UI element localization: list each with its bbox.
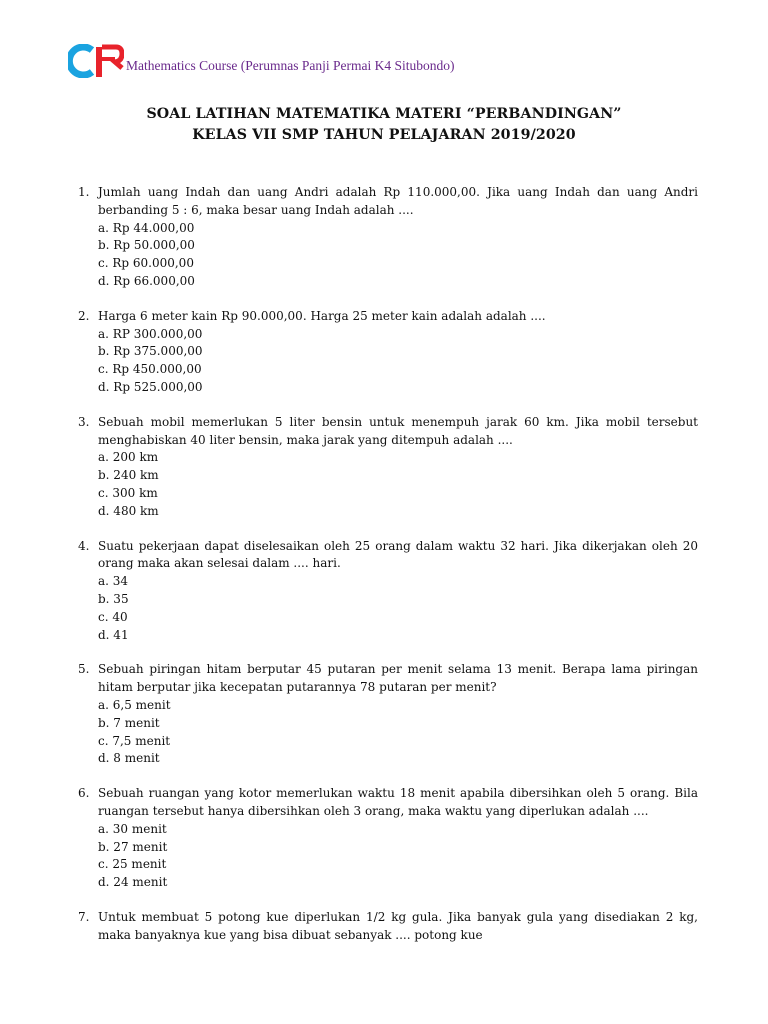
answer-option: a. Rp 44.000,00	[98, 220, 195, 235]
question-item	[78, 414, 698, 521]
answer-option: a. 6,5 menit	[98, 697, 171, 712]
answer-option: a. 200 km	[98, 450, 159, 465]
question-item	[78, 184, 698, 291]
answer-options	[98, 326, 698, 397]
answer-options	[98, 449, 698, 520]
question-number: 5.	[78, 662, 90, 677]
answer-options	[98, 697, 698, 768]
answer-option: b. 7 menit	[98, 715, 160, 730]
question-number: 4.	[78, 538, 90, 553]
answer-option: d. 480 km	[98, 503, 159, 518]
question-item	[78, 538, 698, 645]
question-item	[78, 661, 698, 768]
question-number: 6.	[78, 786, 90, 801]
question-item	[78, 909, 698, 945]
answer-options	[98, 821, 698, 892]
answer-option: b. 27 menit	[98, 839, 168, 854]
answer-option: c. 7,5 menit	[98, 733, 171, 748]
answer-option: c. 40	[98, 609, 128, 624]
question-number: 3.	[78, 414, 90, 429]
document-header	[68, 38, 454, 78]
question-item	[78, 785, 698, 892]
question-number: 1.	[78, 185, 90, 199]
answer-option: d. 41	[98, 627, 129, 642]
answer-option: b. 35	[98, 591, 129, 606]
answer-option: b. 240 km	[98, 468, 159, 483]
answer-options	[98, 220, 698, 291]
question-item	[78, 308, 698, 397]
question-text: Sebuah piringan hitam berputar 45 putaran per menit selama 13 menit. Berapa lama piringan hitam berputar jika kecepatan putarannya 78 putaran per menit?	[98, 662, 698, 695]
question-text: Suatu pekerjaan dapat diselesaikan oleh 25 orang dalam waktu 32 hari. Jika dikerjakan oleh 20 orang maka akan selesai dalam .... hari.	[98, 538, 698, 571]
question-text: Jumlah uang Indah dan uang Andri adalah Rp 110.000,00. Jika uang Indah dan uang Andri berbanding 5 : 6, maka besar uang Indah adalah ....	[98, 185, 698, 217]
question-number: 2.	[78, 308, 90, 323]
answer-option: d. 24 menit	[98, 875, 168, 890]
answer-options	[98, 573, 698, 644]
answer-option: c. Rp 450.000,00	[98, 362, 202, 377]
question-number: 7.	[78, 909, 90, 924]
answer-option: b. Rp 50.000,00	[98, 238, 195, 253]
answer-option: a. 30 menit	[98, 821, 167, 836]
answer-option: c. 25 menit	[98, 857, 167, 872]
cr-logo-icon	[68, 44, 124, 78]
course-name: Mathematics Course (Perumnas Panji Permai K4 Situbondo)	[126, 58, 455, 73]
answer-option: a. 34	[98, 574, 129, 589]
answer-option: d. Rp 525.000,00	[98, 379, 203, 394]
question-text: Sebuah mobil memerlukan 5 liter bensin untuk menempuh jarak 60 km. Jika mobil tersebut menghabiskan 40 liter bensin, maka jarak yang ditempuh adalah ....	[98, 414, 698, 447]
question-text: Harga 6 meter kain Rp 90.000,00. Harga 25 meter kain adalah adalah ....	[98, 308, 546, 323]
title-line-1: SOAL LATIHAN MATEMATIKA MATERI “PERBANDINGAN”	[146, 106, 622, 122]
answer-option: a. RP 300.000,00	[98, 326, 203, 341]
question-text: Untuk membuat 5 potong kue diperlukan 1/2 kg gula. Jika banyak gula yang disediakan 2 kg, maka banyaknya kue yang bisa dibuat sebanyak .... potong kue	[98, 909, 698, 942]
answer-option: c. Rp 60.000,00	[98, 256, 194, 271]
answer-option: c. 300 km	[98, 485, 158, 500]
question-list	[78, 184, 698, 961]
question-text: Sebuah ruangan yang kotor memerlukan waktu 18 menit apabila dibersihkan oleh 5 orang. Bila ruangan tersebut hanya dibersihkan oleh 3 orang, maka waktu yang diperlukan adalah ....	[98, 786, 698, 818]
title-line-2: KELAS VII SMP TAHUN PELAJARAN 2019/2020	[192, 127, 576, 143]
answer-option: b. Rp 375.000,00	[98, 344, 203, 359]
answer-option: d. Rp 66.000,00	[98, 273, 195, 288]
answer-option: d. 8 menit	[98, 751, 160, 766]
document-title	[0, 104, 768, 146]
